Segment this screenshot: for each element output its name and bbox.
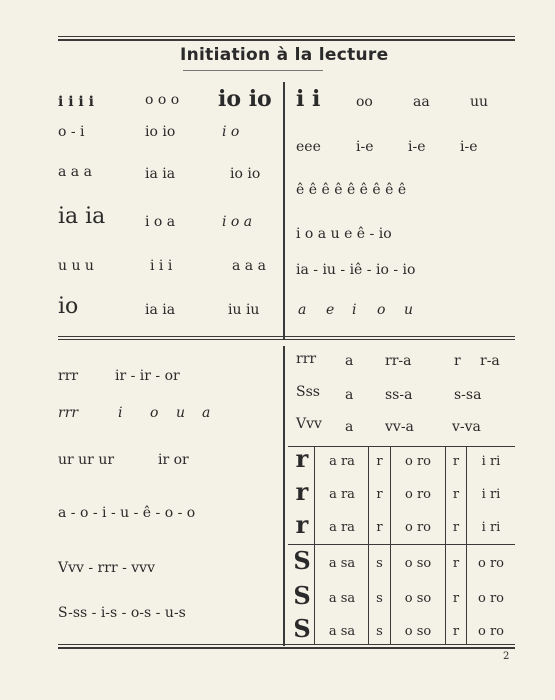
grid-top-line [288, 446, 515, 447]
grid-cell-r2-c2: a ra [329, 487, 355, 502]
br-h2-c: ss-a [385, 387, 413, 403]
tl-r6-c: iu iu [228, 302, 260, 318]
tr-r5: ia - iu - iê - io - io [296, 262, 416, 278]
grid-cell-r5-c5: r [452, 591, 460, 606]
bl-r3-b: ir or [158, 452, 189, 468]
top-divider [283, 82, 285, 339]
br-h3-a: Vvv [296, 416, 322, 432]
grid-cell-r5-c3: s [376, 591, 383, 606]
tr-r6-e: u [404, 302, 414, 318]
bl-r2-b: i [118, 405, 123, 421]
tl-r2-a: o - i [58, 124, 85, 140]
bl-r2-e: a [202, 405, 211, 421]
grid-cell-r5-c1: S [293, 581, 311, 610]
grid-cell-r4-c6: o ro [478, 556, 504, 571]
tl-r3-b: ia ia [145, 166, 176, 182]
bottom-rule-2 [58, 647, 515, 649]
grid-cell-r4-c4: o so [404, 556, 432, 571]
tl-r3-a: a a a [58, 164, 92, 180]
bl-r1-a: rrr [58, 368, 79, 384]
mid-rule-1 [58, 336, 515, 337]
grid-cell-r2-c1: r [295, 477, 309, 506]
tr-r2-b: i-e [356, 139, 374, 155]
tr-r3: ê ê ê ê ê ê ê ê ê [296, 182, 407, 198]
br-h1-d: r [454, 353, 461, 369]
tl-r1-a: i i i i [58, 94, 94, 110]
bottom-divider [283, 346, 285, 646]
page-title: Initiation à la lecture [180, 45, 389, 65]
grid-cell-r6-c1: S [293, 614, 311, 643]
tr-r1-b: oo [356, 94, 373, 110]
tr-r6-a: a [298, 302, 307, 318]
grid-cell-r4-c5: r [452, 556, 460, 571]
grid-cell-r3-c4: o ro [405, 520, 431, 535]
grid-vline-1 [314, 446, 315, 644]
grid-vline-3 [390, 446, 391, 644]
br-h2-d: s-sa [454, 387, 482, 403]
tl-r6-b: ia ia [145, 302, 176, 318]
grid-cell-r1-c2: a ra [329, 454, 355, 469]
mid-rule-2 [58, 339, 515, 340]
tr-r1-a: i i [296, 86, 321, 112]
tr-r1-c: aa [413, 94, 430, 110]
br-h1-b: a [345, 353, 354, 369]
grid-cell-r1-c1: r [295, 444, 309, 473]
br-h1-c: rr-a [385, 353, 412, 369]
grid-cell-r2-c4: o ro [405, 487, 431, 502]
grid-middle-line [288, 544, 515, 545]
bl-r2-d: u [176, 405, 186, 421]
grid-cell-r1-c3: r [376, 454, 383, 469]
grid-cell-r4-c2: a sa [328, 556, 356, 571]
grid-cell-r1-c4: o ro [405, 454, 431, 469]
page-number: 2 [503, 651, 510, 662]
br-h1-a: rrr [296, 351, 317, 367]
tr-r6-b: e [326, 302, 335, 318]
bl-r3-a: ur ur ur [58, 452, 115, 468]
grid-cell-r6-c4: o so [404, 624, 432, 639]
tl-r5-c: a a a [232, 258, 266, 274]
grid-cell-r6-c5: r [452, 624, 460, 639]
grid-cell-r6-c2: a sa [328, 624, 356, 639]
grid-vline-2 [368, 446, 369, 644]
tl-r4-a: ia ia [58, 204, 106, 229]
grid-cell-r3-c2: a ra [329, 520, 355, 535]
grid-cell-r2-c5: r [452, 487, 460, 502]
grid-cell-r4-c3: s [376, 556, 383, 571]
grid-cell-r5-c6: o ro [478, 591, 504, 606]
tr-r2-c: i-e [408, 139, 426, 155]
br-h2-b: a [345, 387, 354, 403]
tr-r2-d: i-e [460, 139, 478, 155]
tr-r6-d: o [377, 302, 386, 318]
tl-r6-a: io [58, 294, 79, 319]
tl-r2-b: io io [145, 124, 176, 140]
grid-cell-r4-c1: S [293, 546, 311, 575]
br-h2-a: Sss [296, 384, 320, 400]
tl-r5-b: i i i [150, 258, 173, 274]
tl-r4-b: i o a [145, 214, 176, 230]
top-rule-1 [58, 36, 515, 37]
grid-cell-r2-c3: r [376, 487, 383, 502]
bl-r4: a - o - i - u - ê - o - o [58, 505, 196, 521]
grid-cell-r3-c3: r [376, 520, 383, 535]
grid-cell-r6-c3: s [376, 624, 383, 639]
grid-vline-4 [445, 446, 446, 644]
top-rule-2 [58, 39, 515, 41]
grid-cell-r1-c5: r [452, 454, 460, 469]
grid-cell-r2-c6: i ri [481, 487, 501, 502]
grid-cell-r6-c6: o ro [478, 624, 504, 639]
tl-r2-c: i o [222, 124, 240, 140]
bl-r6: S-ss - i-s - o-s - u-s [58, 605, 186, 621]
bl-r2-c: o [150, 405, 159, 421]
br-h3-d: v-va [452, 419, 481, 435]
tl-r1-b: o o o [145, 92, 180, 108]
br-h3-c: vv-a [385, 419, 414, 435]
grid-cell-r5-c4: o so [404, 591, 432, 606]
title-underline [183, 70, 323, 71]
grid-cell-r1-c6: i ri [481, 454, 501, 469]
grid-cell-r5-c2: a sa [328, 591, 356, 606]
tl-r3-c: io io [230, 166, 261, 182]
tr-r2-a: eee [296, 139, 321, 155]
grid-vline-5 [466, 446, 467, 644]
tl-r4-c: i o a [222, 214, 253, 230]
grid-cell-r3-c6: i ri [481, 520, 501, 535]
br-h1-e: r-a [480, 353, 500, 369]
bl-r1-b: ir - ir - or [115, 368, 180, 384]
grid-cell-r3-c1: r [295, 510, 309, 539]
tr-r4: i o a u e ê - io [296, 226, 392, 242]
tl-r1-c: io io [218, 86, 272, 112]
tr-r1-d: uu [470, 94, 489, 110]
tl-r5-a: u u u [58, 258, 94, 274]
tr-r6-c: i [352, 302, 357, 318]
grid-cell-r3-c5: r [452, 520, 460, 535]
bl-r2-a: rrr [58, 405, 79, 421]
br-h3-b: a [345, 419, 354, 435]
bl-r5: Vvv - rrr - vvv [58, 560, 155, 576]
bottom-rule-1 [58, 644, 515, 645]
